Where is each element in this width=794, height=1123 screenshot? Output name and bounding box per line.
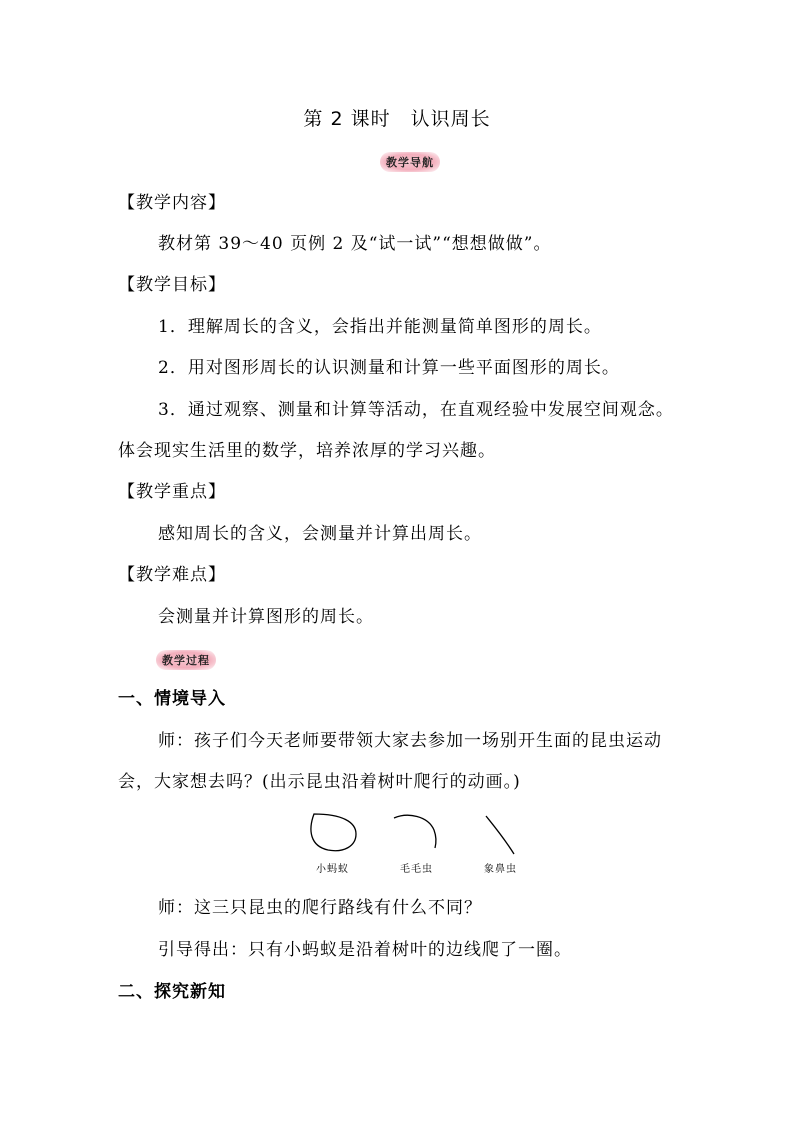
goal-3-line-2: 体会现实生活里的数学，培养浓厚的学习兴趣。 [118,441,496,461]
content-heading: 【教学内容】 [118,193,226,213]
goal-1: 1．理解周长的含义，会指出并能测量简单图形的周长。 [158,317,602,337]
label-caterpillar: 毛毛虫 [400,864,433,875]
weevil-path [486,816,514,854]
difficult-points-heading: 【教学难点】 [118,565,226,585]
section-2-heading: 二、探究新知 [118,982,226,1002]
key-points-heading: 【教学重点】 [118,482,226,502]
caterpillar-path [394,815,436,848]
content-text: 教材第 39～40 页例 2 及“试一试”“想想做做”。 [158,234,552,254]
paragraph-1-line-2: 会，大家想去吗？(出示昆虫沿着树叶爬行的动画。) [118,772,521,792]
goal-2: 2．用对图形周长的认识测量和计算一些平面图形的周长。 [158,358,620,378]
label-ant: 小蚂蚁 [316,864,349,875]
difficult-points-text: 会测量并计算图形的周长。 [158,607,374,627]
section-1-heading: 一、情境导入 [118,689,226,709]
paragraph-2: 师：这三只昆虫的爬行路线有什么不同？ [158,898,482,918]
ant-leaf-path [311,814,356,851]
teaching-process-badge: 教学过程 [156,650,216,670]
label-weevil: 象鼻虫 [484,864,517,875]
paragraph-3: 引导得出：只有小蚂蚁是沿着树叶的边线爬了一圈。 [158,940,572,960]
goals-heading: 【教学目标】 [118,275,226,295]
lesson-title: 第 2 课时 认识周长 [303,108,491,130]
key-points-text: 感知周长的含义，会测量并计算出周长。 [158,524,482,544]
goal-3-line-1: 3．通过观察、测量和计算等活动，在直观经验中发展空间观念。 [158,400,674,420]
paragraph-1-line-1: 师：孩子们今天老师要带领大家去参加一场别开生面的昆虫运动 [158,731,662,751]
teaching-navigation-badge: 教学导航 [380,152,440,172]
